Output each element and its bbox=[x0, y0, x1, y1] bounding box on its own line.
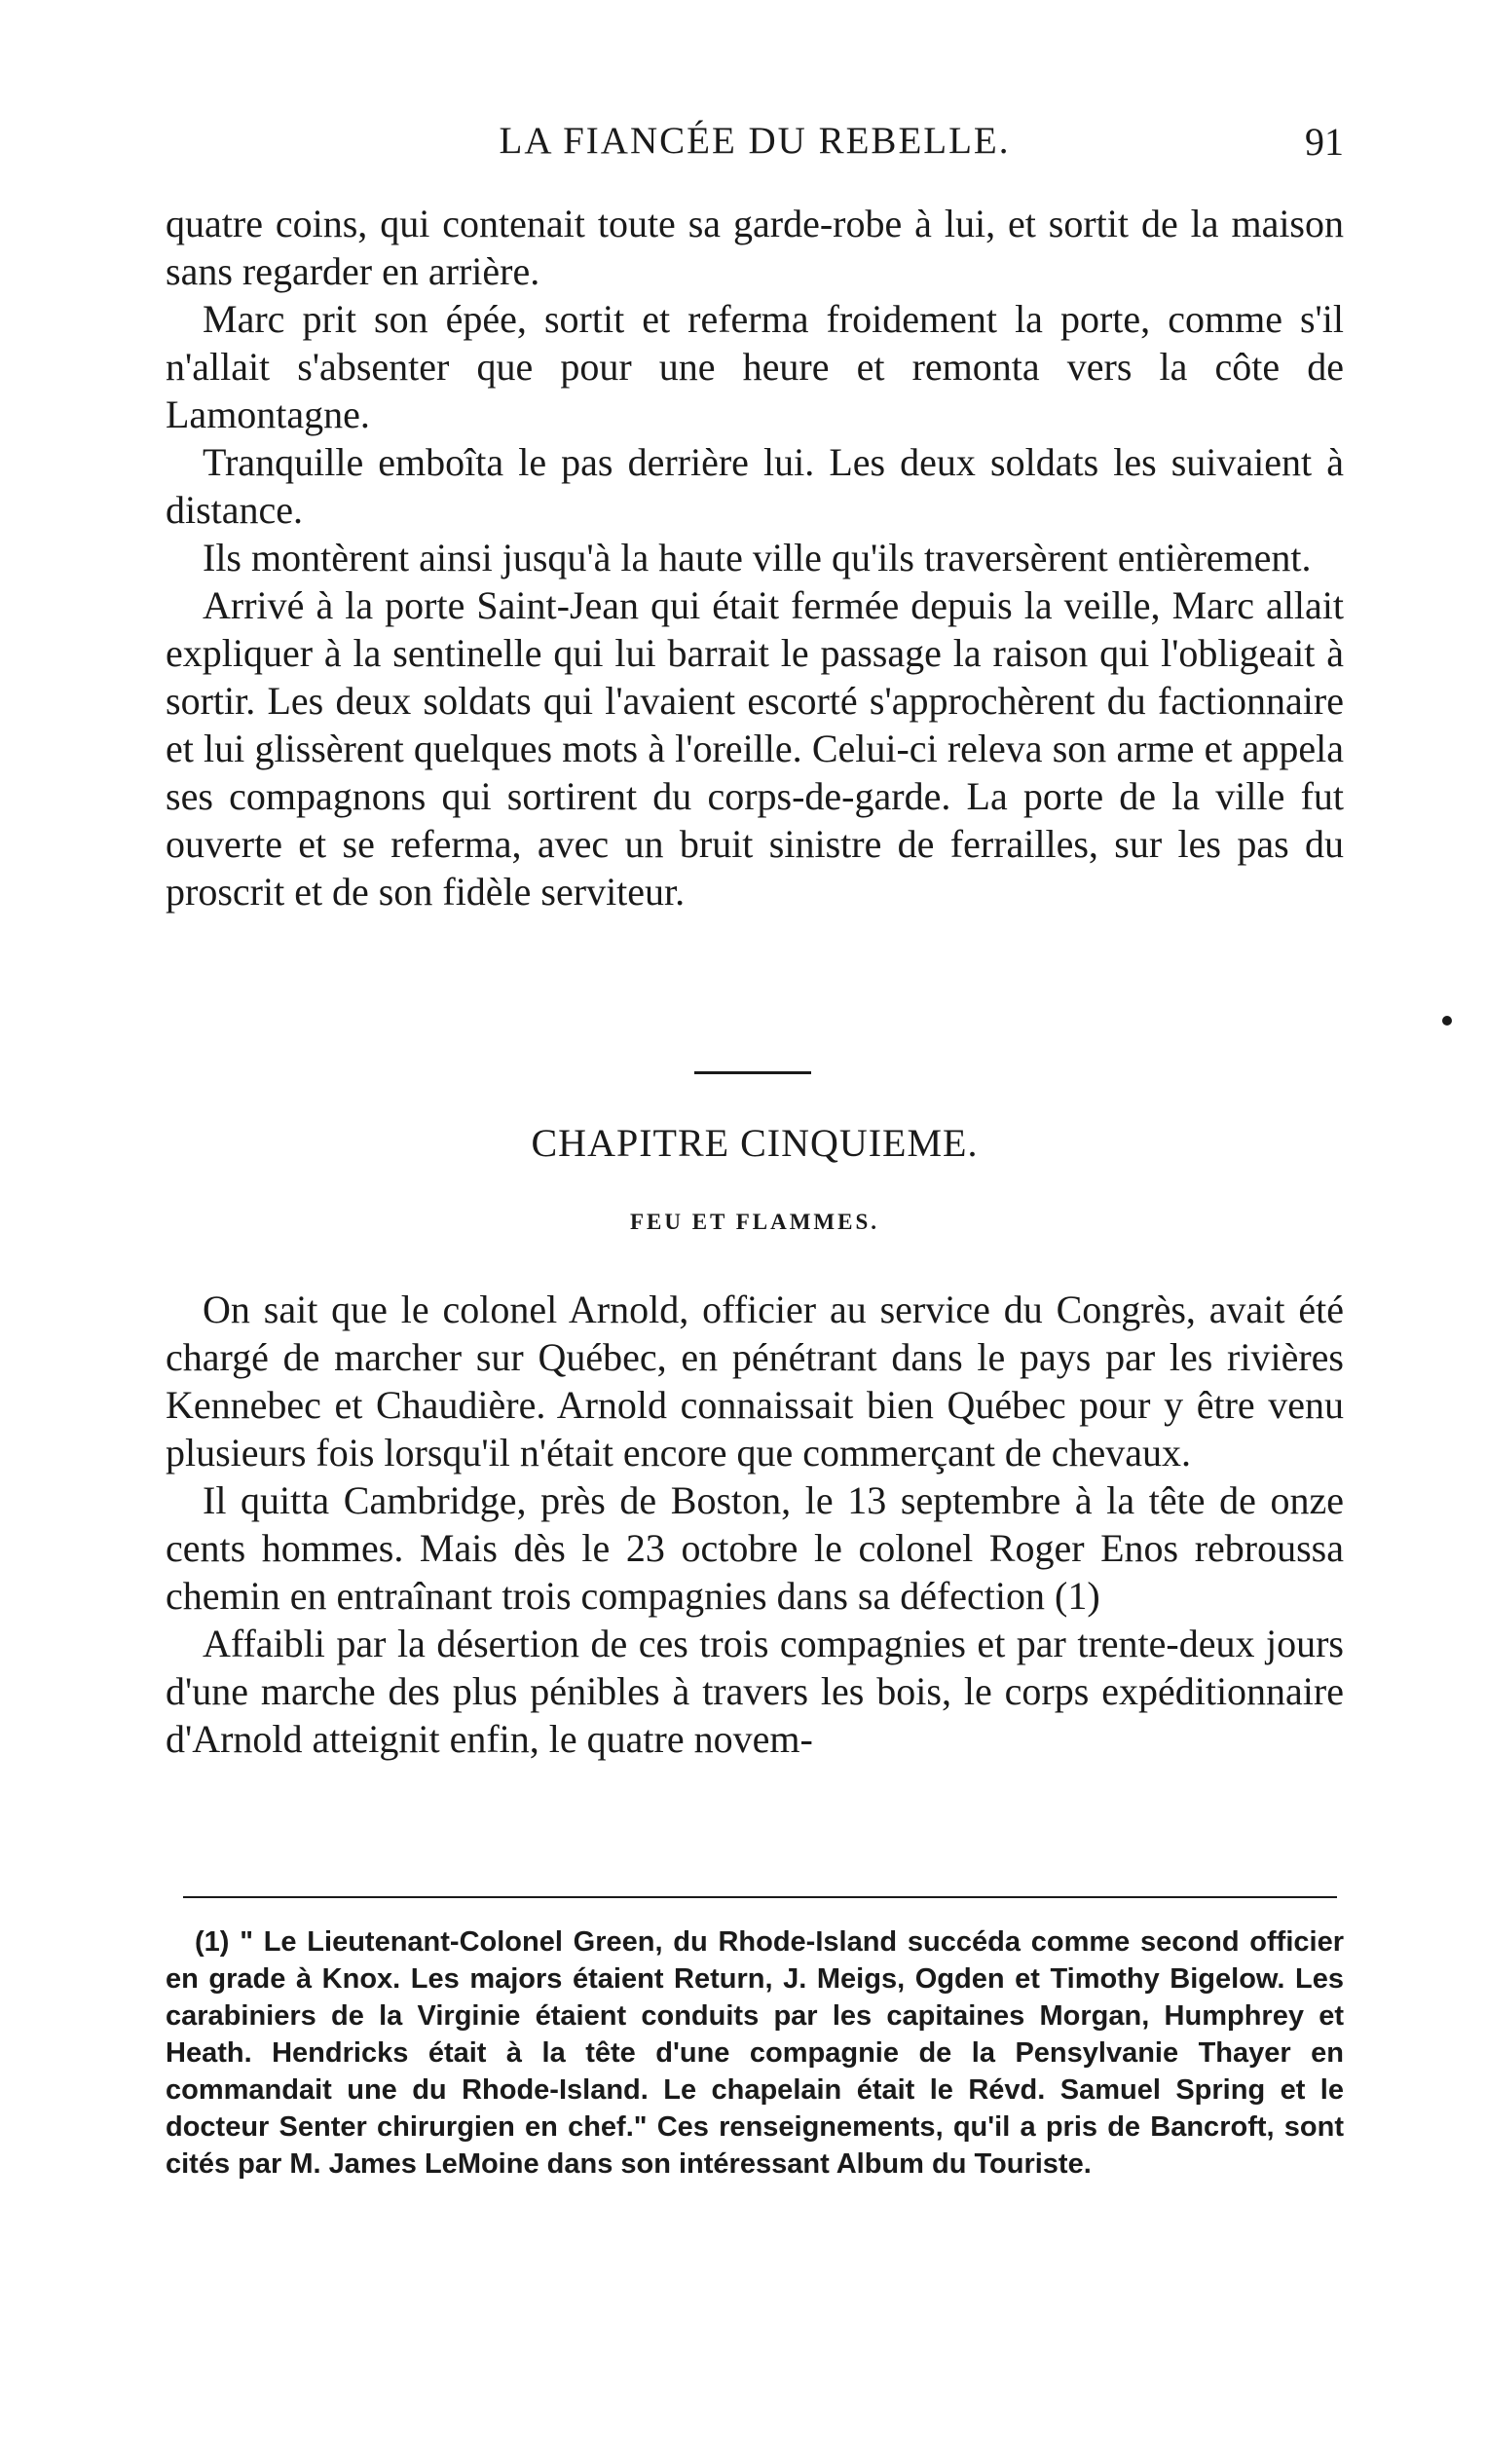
chapter-body bbox=[166, 1286, 1344, 1763]
running-title: LA FIANCÉE DU REBELLE. bbox=[499, 120, 1011, 162]
paragraph: Marc prit son épée, sortit et referma froidement la porte, comme s'il n'allait s'absenter que pour une heure et remonta vers la côte de Lamontagne. bbox=[166, 297, 1344, 436]
section-divider-rule bbox=[694, 1071, 811, 1074]
paragraph: Il quitta Cambridge, près de Boston, le 13 septembre à la tête de onze cents hommes. Mais dès le 23 octobre le colonel Roger Enos rebroussa chemin en entraînant trois compagnies dans sa défection (1) bbox=[166, 1478, 1344, 1618]
paragraph: Ils montèrent ainsi jusqu'à la haute ville qu'ils traversèrent entièrement. bbox=[203, 536, 1312, 579]
section-continuation bbox=[166, 200, 1344, 915]
paragraph: Tranquille emboîta le pas derrière lui. Les deux soldats les suivaient à distance. bbox=[166, 440, 1344, 532]
running-header bbox=[166, 119, 1344, 177]
paragraph: Affaibli par la désertion de ces trois compagnies et par trente-deux jours d'une marche des plus pénibles à travers les bois, le corps expéditionnaire d'Arnold atteignit enfin, le quatre novem- bbox=[166, 1622, 1344, 1761]
paragraph: On sait que le colonel Arnold, officier au service du Congrès, avait été chargé de marcher sur Québec, en pénétrant dans le pays par les rivières Kennebec et Chaudière. Arnold connaissait bien Québec pour y être venu plusieurs fois lorsqu'il n'était encore que commerçant de chevaux. bbox=[166, 1288, 1344, 1475]
paragraph: Arrivé à la porte Saint-Jean qui était fermée depuis la veille, Marc allait expliquer à la sentinelle qui lui barrait le passage la raison qui l'obligeait à sortir. Les deux soldats qui l'avaient escorté s'approchèrent du factionnaire et lui glissèrent quelques mots à l'oreille. Celui-ci releva son arme et appela ses compagnons qui sortirent du corps-de-garde. La porte de la ville fut ouverte et se referma, avec un bruit sinistre de ferrailles, sur les pas du proscrit et de son fidèle serviteur. bbox=[166, 583, 1344, 914]
footnote-rule bbox=[183, 1896, 1337, 1898]
chapter-subtitle: FEU ET FLAMMES. bbox=[629, 1210, 880, 1234]
footnote-text: (1) " Le Lieutenant-Colonel Green, du Rhode-Island succéda comme second officier en grade à Knox. Les majors étaient Return, J. Meigs, Ogden et Timothy Bigelow. Les carabiniers de la Virginie étaient conduits par les capitaines Morgan, Humphrey et Heath. Hendricks était à la tête d'une compagnie de la Pensylvanie Thayer en commandait une du Rhode-Island. Le chapelain était le Révd. Samuel Spring et le docteur Senter chirurgien en chef." Ces renseignements, qu'il a pris de Bancroft, sont cités par M. James LeMoine dans son intéressant Album du Touriste. bbox=[166, 1926, 1344, 2180]
paragraph: quatre coins, qui contenait toute sa garde-robe à lui, et sortit de la maison sans regarder en arrière. bbox=[166, 202, 1344, 293]
page-number: 91 bbox=[1305, 120, 1344, 164]
margin-mark bbox=[1442, 1016, 1452, 1026]
chapter-title: CHAPITRE CINQUIEME. bbox=[531, 1121, 979, 1165]
footnote bbox=[166, 1923, 1344, 2183]
